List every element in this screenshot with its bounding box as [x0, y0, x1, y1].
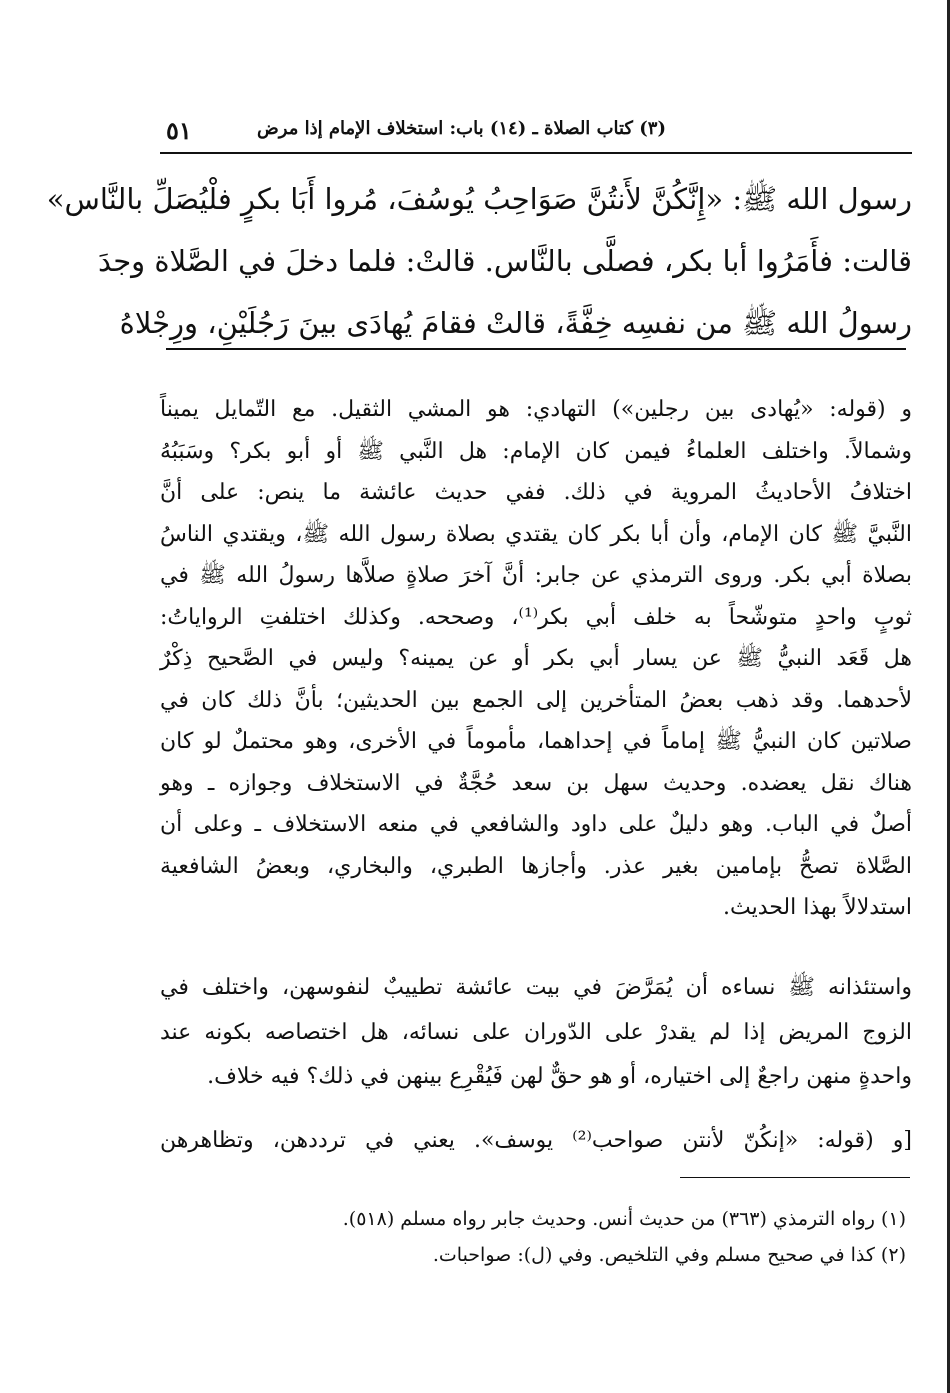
- commentary-line: واحدةٍ منهن راجعٌ إلى اختياره، أو هو حقٌّ لهن فَيُقْرِع بينهن في ذلك؟ فيه خلاف.: [207, 1064, 912, 1089]
- commentary-line: لأحدهما. وقد ذهب بعضُ المتأخرين إلى الجمع بين الحديثين؛ بأنَّ ذلك كان في: [160, 687, 912, 713]
- footnote-1: (١) رواه الترمذي (٣٦٣) من حديث أنس. وحديث جابر رواه مسلم (٥١٨).: [342, 1208, 906, 1230]
- commentary-line: اختلافُ الأحاديثُ المروية في ذلك. ففي حديث عائشة ما ينص: على أنَّ: [160, 480, 912, 505]
- commentary-line: صلاتين كان النبيُّ ﷺ إماماً في إحداهما، مأموماً في الأخرى، وهو محتملٌ لو كان: [160, 729, 912, 754]
- commentary-paragraph-3: [160, 1119, 912, 1164]
- commentary-line: وشمالاً. واختلف العلماءُ فيمن كان الإمام: هل النَّبي ﷺ أو أبو بكر؟ وسَبَبُهُ: [160, 438, 912, 464]
- commentary-line: استدلالاً بهذا الحديث.: [722, 895, 912, 920]
- commentary-line: النَّبيَّ ﷺ كان الإمام، وأن أبا بكر كان يقتدي بصلاة رسول الله ﷺ، ويقتدي الناسُ: [160, 521, 912, 547]
- page-number: ٥١: [166, 116, 192, 145]
- commentary-paragraph-1: [160, 389, 912, 929]
- commentary-line: ثوبٍ واحدٍ متوشّحاً به خلف أبي بكر⁽¹⁾، وصححه. وكذلك اختلفتِ الرواياتُ:: [160, 604, 912, 630]
- commentary-line: واستئذانه ﷺ نساءه أن يُمَرَّضَ في بيت عائشة تطييبٌ لنفوسهن، واختلف في: [160, 975, 912, 1000]
- footnotes: [160, 1201, 912, 1273]
- hadith-text: [46, 168, 912, 354]
- commentary-line: [و (قوله: «إنكُنّ لأنتن صواحب⁽²⁾ يوسف». يعني في ترددهن، وتظاهرهن: [160, 1128, 912, 1153]
- commentary-paragraph-2: [160, 966, 912, 1100]
- hadith-line: رسولُ الله ﷺ من نفسِه خِفَّةً، قالتْ فقامَ يُهادَى بينَ رَجُلَيْنِ، ورِجْلاهُ: [119, 306, 912, 340]
- commentary-line: هل قَعَد النبيُّ ﷺ عن يسار أبي بكر أو عن يمينه؟ وليس في الصَّحيح ذِكْرٌ: [160, 646, 912, 671]
- commentary-line: هناك نقل يعضده. وحديث سهل بن سعد حُجَّةٌ في الاستخلاف وجوازه ـ وهو: [160, 770, 912, 796]
- section-divider: [166, 348, 906, 350]
- header-rule: [160, 152, 912, 154]
- commentary-line: أصلٌ في الباب. وهو دليلٌ على داود والشافعي في منعه الاستخلاف ـ وعلى أن: [160, 812, 912, 837]
- commentary-line: و (قوله: «يُهادى بين رجلين») التهادي: هو المشي الثقيل. مع التّمايل يميناً: [160, 397, 912, 422]
- hadith-line: قالت: فأَمَرُوا أبا بكر، فصلَّى بالنَّاس. قالتْ: فلما دخلَ في الصَّلاة وجدَ: [98, 244, 912, 278]
- footnote-rule: [680, 1177, 910, 1178]
- footnote-2: (٢) كذا في صحيح مسلم وفي التلخيص. وفي (ل): صواحبات.: [432, 1244, 906, 1266]
- commentary-line: الصَّلاة تصحُّ بإمامين بغير عذر. وأجازها الطبري، والبخاري، وبعضُ الشافعية: [160, 853, 912, 879]
- commentary-line: الزوج المريض إذا لم يقدرْ على الدّوران على نسائه، هل اختصاصه بكونه عند: [160, 1019, 912, 1045]
- running-header: [160, 112, 912, 146]
- running-title: (٣) كتاب الصلاة ـ (١٤) باب: استخلاف الإمام إذا مرض: [257, 118, 666, 139]
- commentary-line: بصلاة أبي بكر. وروى الترمذي عن جابر: أنَّ آخرَ صلاةٍ صلاَّها رسولُ الله ﷺ في: [160, 563, 912, 588]
- hadith-line: رسول الله ﷺ: «إِنَّكُنَّ لأَنتُنَّ صَوَاحِبُ يُوسُفَ، مُروا أَبَا بكرٍ فلْيُصَلِّ بالنَّاس»: [46, 182, 912, 216]
